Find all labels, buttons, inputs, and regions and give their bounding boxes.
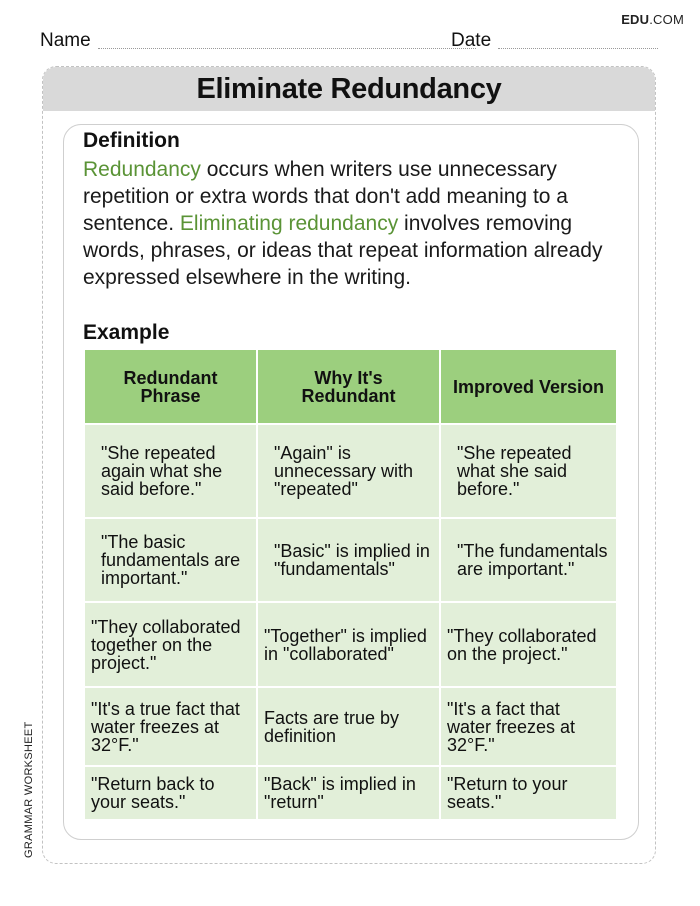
table-cell: "Basic" is implied in "fundamentals" — [257, 518, 440, 602]
definition-text: Redundancy occurs when writers use unnecessary repetition or extra words that don't add meaning to a sentence. Eliminating redundancy involves removing words, phrases, or ideas that repeat information already expressed elsewhere in the writing. — [83, 158, 603, 289]
table-cell: "They collaborated together on the project." — [84, 602, 257, 687]
table-cell: "Return to your seats." — [440, 766, 617, 820]
definition-term: Eliminating redundancy — [179, 212, 399, 235]
name-date-row — [40, 30, 658, 54]
table-row — [84, 518, 617, 602]
page-title: Eliminate Redundancy — [196, 72, 502, 105]
table-row — [84, 766, 617, 820]
definition-term: Redundancy — [83, 158, 201, 181]
name-line — [98, 48, 476, 49]
table-cell: "She repeated again what she said before." — [84, 424, 257, 518]
table-header-row — [84, 349, 617, 424]
column-header: Redundant Phrase — [84, 349, 257, 424]
table-row — [84, 687, 617, 766]
table-row — [84, 602, 617, 687]
side-label: GRAMMAR WORKSHEET — [23, 721, 35, 858]
table-cell: "Return back to your seats." — [84, 766, 257, 820]
table-cell: "The basic fundamentals are important." — [84, 518, 257, 602]
table-cell: "The fundamentals are important." — [440, 518, 617, 602]
column-header: Improved Version — [440, 349, 617, 424]
title-bar — [43, 67, 655, 111]
date-line — [498, 48, 658, 49]
name-label: Name — [40, 30, 91, 51]
table-cell: Facts are true by definition — [257, 687, 440, 766]
table-cell: "It's a true fact that water freezes at 32°F." — [84, 687, 257, 766]
table-cell: "Again" is unnecessary with "repeated" — [257, 424, 440, 518]
table-row — [84, 424, 617, 518]
date-label: Date — [451, 30, 492, 51]
table-cell: "They collaborated on the project." — [440, 602, 617, 687]
example-heading: Example — [83, 321, 170, 344]
example-table — [83, 348, 618, 821]
table-cell: "Back" is implied in "return" — [257, 766, 440, 820]
definition-heading: Definition — [83, 129, 180, 152]
brand-logo: EDU.COM — [621, 12, 684, 27]
table-cell: "She repeated what she said before." — [440, 424, 617, 518]
column-header: Why It's Redundant — [257, 349, 440, 424]
table-cell: "Together" is implied in "collaborated" — [257, 602, 440, 687]
table-cell: "It's a fact that water freezes at 32°F." — [440, 687, 617, 766]
